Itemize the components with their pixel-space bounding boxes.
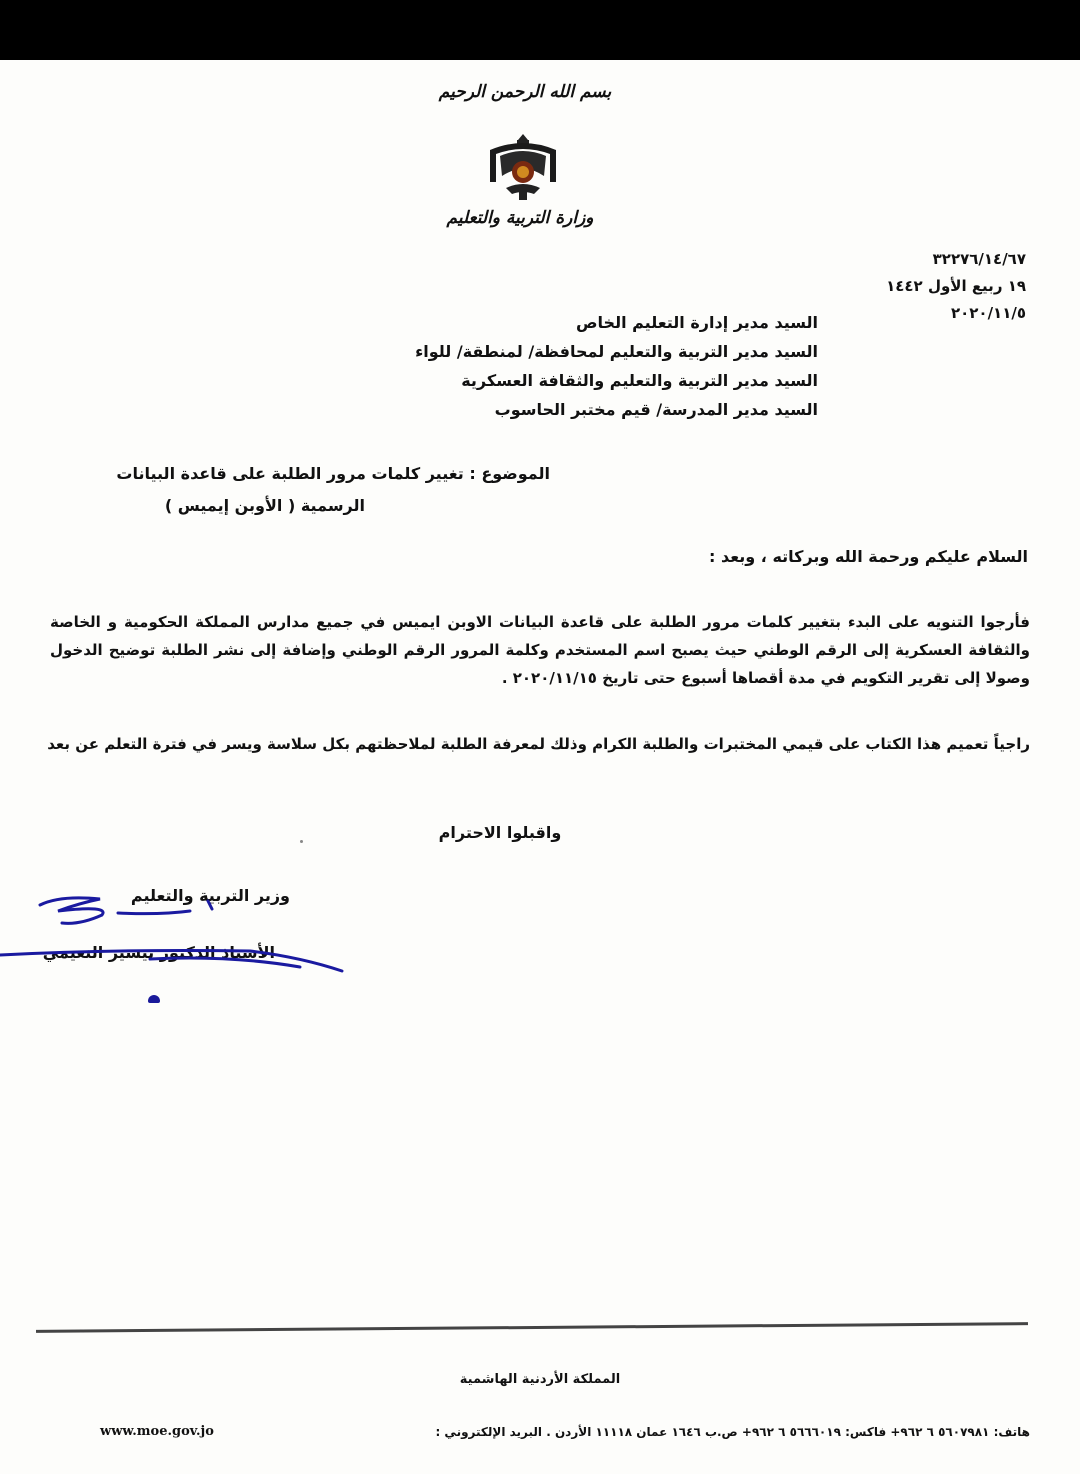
footer-contact bbox=[100, 1424, 1030, 1439]
subject bbox=[80, 458, 550, 522]
footer-website: www.moe.gov.jo bbox=[100, 1424, 214, 1439]
greeting: السلام عليكم ورحمة الله وبركاته ، وبعد : bbox=[709, 547, 1028, 566]
footer-country: المملكة الأردنية الهاشمية bbox=[459, 1372, 621, 1387]
basmala: بسم الله الرحمن الرحيم bbox=[438, 82, 612, 102]
signatory-name: الأستاذ الدكتور تيسير النعيمي bbox=[42, 943, 275, 962]
handwritten-signature-icon bbox=[0, 875, 360, 1005]
subject-line-1: الموضوع : تغيير كلمات مرور الطلبة على قاعدة البيانات bbox=[116, 464, 550, 483]
speck bbox=[300, 840, 303, 843]
subject-line-2: الرسمية ( الأوبن إيميس ) bbox=[164, 496, 365, 515]
document-page bbox=[0, 60, 1080, 1474]
ink-mark bbox=[148, 995, 160, 1003]
recipient-line: السيد مدير إدارة التعليم الخاص bbox=[576, 313, 818, 332]
closing: واقبلوا الاحترام bbox=[438, 823, 562, 842]
footer-divider bbox=[36, 1322, 1028, 1333]
signatory-title: وزير التربية والتعليم bbox=[130, 886, 290, 905]
recipient-line: السيد مدير التربية والتعليم والثقافة العسكرية bbox=[461, 371, 818, 390]
top-black-bar bbox=[0, 0, 1080, 60]
recipient-line: السيد مدير التربية والتعليم لمحافظة/ لمنطقة/ للواء bbox=[415, 342, 818, 361]
ministry-name: وزارة التربية والتعليم bbox=[446, 208, 594, 228]
body-paragraph-1: فأرجوا التنويه على البدء بتغيير كلمات مرور الطلبة على قاعدة البيانات الاوبن ايميس في جميع مدارس المملكة الحكومية و الخاصة والثقافة العسكرية إلى الرقم الوطني حيث يصبح اسم المستخدم وكلمة المرور الرقم الوطني وإضافة إلى نشر الطلبة توضيح الدخول وصولا إلى تقرير التكويم في مدة أقصاها أسبوع حتى تاريخ ٢٠٢٠/١١/١٥ . bbox=[50, 613, 1030, 687]
body-paragraph-2: راجياً تعميم هذا الكتاب على قيمي المختبرات والطلبة الكرام وذلك لمعرفة الطلبة لملاحظتهم بكل سلاسة ويسر في فترة التعلم عن بعد bbox=[47, 735, 1030, 753]
footer-contact-details: هاتف: ٥٦٠٧٩٨١ ٦ ٩٦٢+ فاكس: ٥٦٦٦٠١٩ ٦ ٩٦٢+ ص.ب ١٦٤٦ عمان ١١١١٨ الأردن . البريد الإلكتروني : bbox=[435, 1424, 1030, 1439]
recipients-list bbox=[340, 308, 818, 424]
jordan-coat-of-arms-icon bbox=[484, 132, 562, 204]
reference-block bbox=[830, 246, 1026, 327]
reference-number: ٣٢٢٧٦/١٤/٦٧ bbox=[932, 250, 1026, 268]
gregorian-date: ٢٠٢٠/١١/٥ bbox=[950, 304, 1026, 322]
recipient-line: السيد مدير المدرسة/ قيم مختبر الحاسوب bbox=[494, 400, 818, 419]
hijri-date: ١٩ ربيع الأول ١٤٤٢ bbox=[886, 277, 1026, 295]
